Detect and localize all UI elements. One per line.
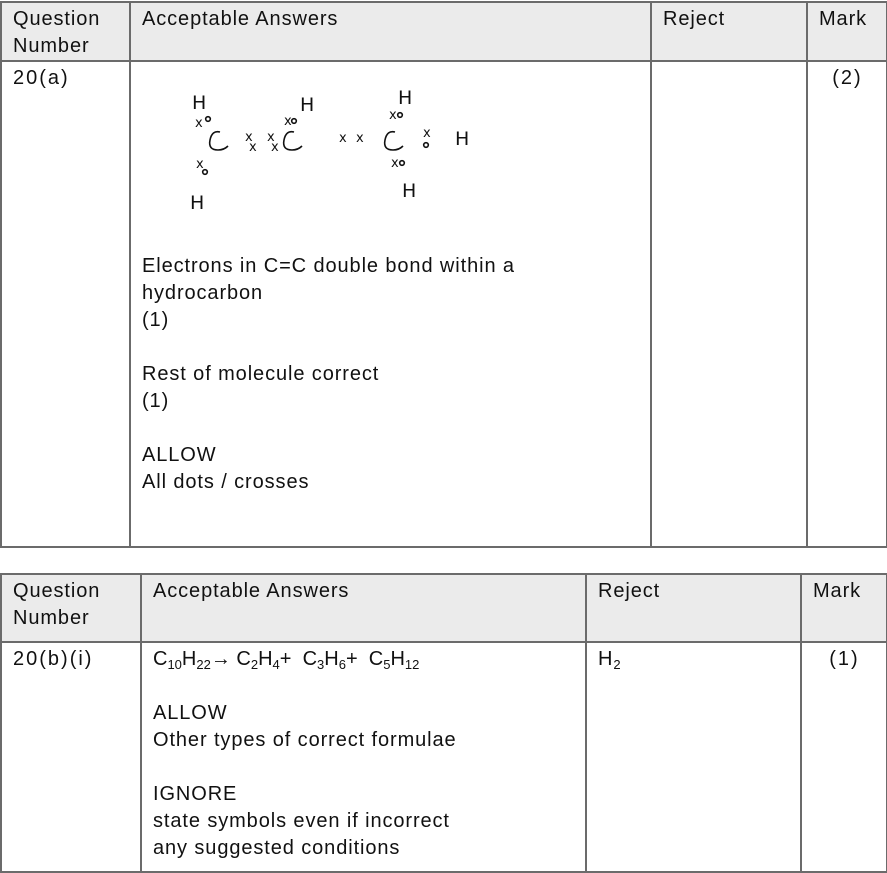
answer-line-4: IGNORE xyxy=(153,783,238,805)
answer-line-4: Rest of molecule correct xyxy=(142,363,380,385)
mark-cell: (2) xyxy=(807,61,887,547)
acceptable-answers-cell xyxy=(141,642,586,872)
header-question-number: Question Number xyxy=(1,574,141,642)
svg-text:x: x xyxy=(271,140,280,155)
svg-text:H: H xyxy=(402,180,418,202)
header-row xyxy=(1,574,887,642)
svg-text:H: H xyxy=(190,192,206,214)
header-question-number: Question Number xyxy=(1,2,130,61)
reject-cell xyxy=(651,61,807,547)
answer-line-5: (1) xyxy=(142,390,170,412)
answer-line-1: Electrons in C=C double bond within a hydrocarbon xyxy=(142,255,515,304)
header-acceptable-answers: Acceptable Answers xyxy=(130,2,651,61)
answer-line-7: ALLOW xyxy=(142,444,217,466)
answer-line-1: ALLOW xyxy=(153,702,228,724)
dot-cross-diagram-propene xyxy=(162,79,482,219)
header-mark: Mark xyxy=(801,574,887,642)
svg-text:x: x xyxy=(356,131,365,146)
answer-line-6: any suggested conditions xyxy=(153,837,401,859)
svg-text:x: x xyxy=(423,126,432,141)
svg-text:x: x xyxy=(391,156,400,171)
mark-scheme-table-20bi xyxy=(0,573,887,873)
reject-cell: $H_2$ xyxy=(586,642,801,872)
cracking-equation: $C_{10}H_{22}\to C_2H_4+ C_3H_6+ C_5H_{12}$ xyxy=(153,648,420,672)
mark-cell: (1) xyxy=(801,642,887,872)
svg-text:H: H xyxy=(192,92,208,114)
answer-line-5: state symbols even if incorrect xyxy=(153,810,450,832)
svg-text:x: x xyxy=(284,114,293,129)
question-number: 20(a) xyxy=(1,61,130,547)
acceptable-answers-cell xyxy=(130,61,651,547)
svg-text:H: H xyxy=(300,94,316,116)
svg-text:x: x xyxy=(389,108,398,123)
answer-line-2: (1) xyxy=(142,309,170,331)
svg-text:x: x xyxy=(249,140,258,155)
table-row xyxy=(1,642,887,872)
header-mark: Mark xyxy=(807,2,887,61)
reaction-arrow: → xyxy=(210,648,231,670)
table-row xyxy=(1,61,887,547)
answer-line-2: Other types of correct formulae xyxy=(153,729,457,751)
answer-line-8: All dots / crosses xyxy=(142,471,310,493)
svg-text:x: x xyxy=(267,130,276,145)
header-row xyxy=(1,2,887,61)
svg-text:H: H xyxy=(398,87,414,109)
svg-text:x: x xyxy=(196,157,205,172)
svg-text:x: x xyxy=(245,130,254,145)
svg-text:x: x xyxy=(195,116,204,131)
question-number: 20(b)(i) xyxy=(1,642,141,872)
mark-scheme-table-20a xyxy=(0,1,887,548)
svg-text:x: x xyxy=(339,131,348,146)
header-reject: Reject xyxy=(586,574,801,642)
header-reject: Reject xyxy=(651,2,807,61)
header-acceptable-answers: Acceptable Answers xyxy=(141,574,586,642)
svg-text:H: H xyxy=(455,128,471,150)
